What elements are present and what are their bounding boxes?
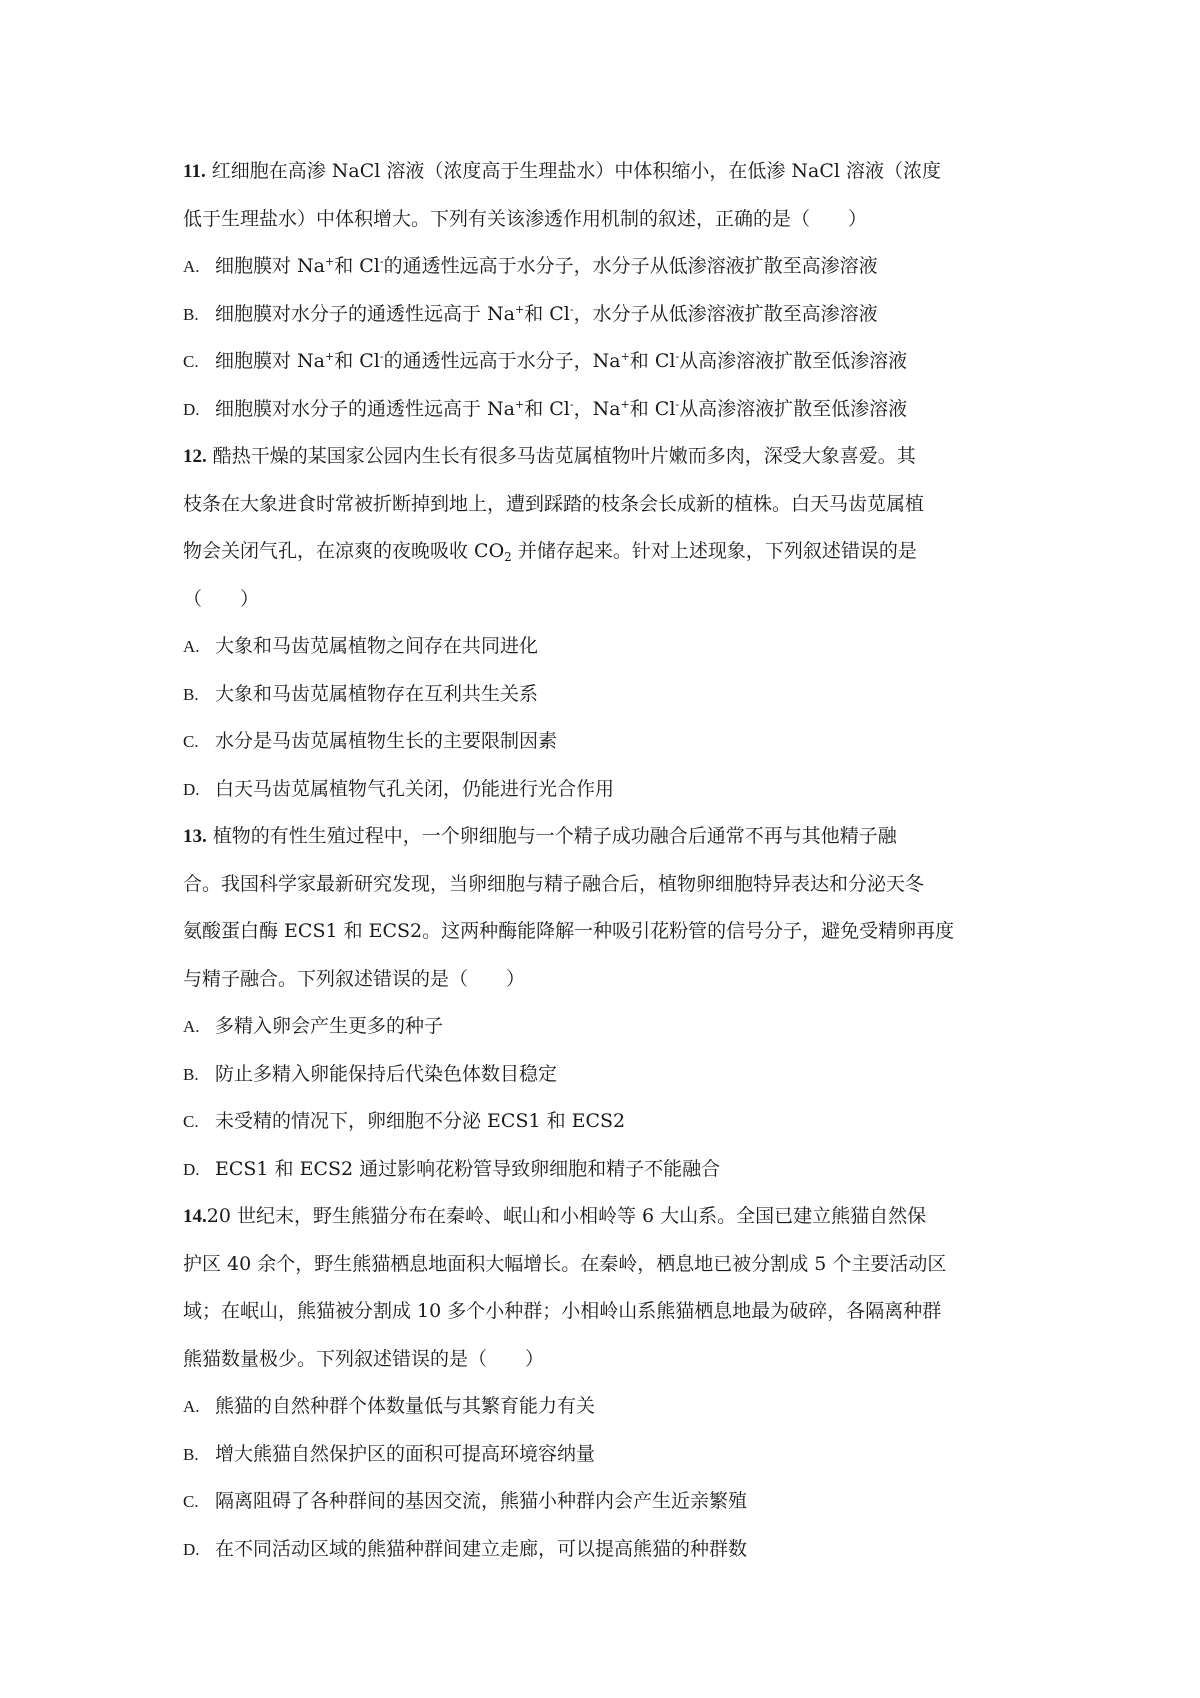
option-a <box>183 1383 1033 1431</box>
option-letter: B. <box>183 304 199 324</box>
superscript: + <box>620 397 630 411</box>
superscript: + <box>325 255 335 268</box>
option-b <box>183 1431 1033 1479</box>
option-d <box>183 766 1033 814</box>
superscript: - <box>675 397 680 411</box>
question-12 <box>183 433 1033 813</box>
superscript: - <box>569 302 574 316</box>
option-letter: C. <box>183 352 199 371</box>
option-letter: C. <box>183 1492 199 1511</box>
superscript: - <box>379 350 384 363</box>
option-c <box>183 338 1033 386</box>
option-text: 增大熊猫自然保护区的面积可提高环境容纳量 <box>215 1442 596 1465</box>
question-number: 14. <box>183 1206 207 1227</box>
stem-line: 与精子融合。下列叙述错误的是（ ） <box>183 967 526 990</box>
question-14 <box>183 1193 1033 1573</box>
option-text: 在不同活动区域的熊猫种群间建立走廊，可以提高熊猫的种群数 <box>215 1537 748 1560</box>
option-c <box>183 1478 1033 1526</box>
option-text <box>215 398 907 420</box>
option-letter: A. <box>183 637 200 656</box>
option-a <box>183 623 1033 671</box>
stem-line: 合。我国科学家最新研究发现，当卵细胞与精子融合后，植物卵细胞特异表达和分泌天冬 <box>183 872 925 895</box>
option-text-part: 的通透性远高于水分子，水分子从低渗溶液扩散至高渗溶液 <box>383 255 878 277</box>
stem-line: 低于生理盐水）中体积增大。下列有关该渗透作用机制的叙述，正确的是（ ） <box>183 207 868 230</box>
option-text: 防止多精入卵能保持后代染色体数目稳定 <box>215 1062 558 1085</box>
option-letter: B. <box>183 1444 199 1464</box>
stem-line: 枝条在大象进食时常被折断掉到地上，遭到踩踏的枝条会长成新的植株。白天马齿苋属植 <box>183 492 925 515</box>
stem-line: 护区 40 余个，野生熊猫栖息地面积大幅增长。在秦岭，栖息地已被分割成 5 个主要活动区 <box>183 1252 947 1275</box>
option-text: 大象和马齿苋属植物之间存在共同进化 <box>215 635 539 657</box>
option-text-part: 和 Cl <box>334 350 380 372</box>
option-letter: D. <box>183 399 200 419</box>
option-text: ECS1 和 ECS2 通过影响花粉管导致卵细胞和精子不能融合 <box>215 1157 721 1180</box>
option-a <box>183 243 1033 291</box>
option-text-part: 细胞膜对 Na <box>215 350 325 372</box>
stem-line: 红细胞在高渗 NaCl 溶液（浓度高于生理盐水）中体积缩小，在低渗 NaCl 溶液（浓度 <box>211 160 942 182</box>
option-text-part: ，Na <box>573 397 621 420</box>
option-c <box>183 718 1033 766</box>
option-text <box>215 255 878 277</box>
question-stem <box>183 1193 1033 1383</box>
superscript: - <box>379 255 384 268</box>
option-text-part: 和 Cl <box>524 397 570 420</box>
option-a <box>183 1003 1033 1051</box>
option-text-part: 从高渗溶液扩散至低渗溶液 <box>679 397 908 420</box>
option-b <box>183 671 1033 719</box>
stem-line: 并储存起来。针对上述现象，下列叙述错误的是 <box>511 540 917 562</box>
option-d <box>183 1526 1033 1574</box>
option-text-part: 和 Cl <box>524 302 570 325</box>
option-text-part: 从高渗溶液扩散至低渗溶液 <box>679 350 908 372</box>
stem-line: （ ） <box>183 587 260 610</box>
superscript: + <box>515 397 525 411</box>
question-number: 12. <box>183 446 207 467</box>
stem-line: 物会关闭气孔，在凉爽的夜晚吸收 CO <box>183 540 505 562</box>
option-letter: A. <box>183 1397 200 1416</box>
option-text: 白天马齿苋属植物气孔关闭，仍能进行光合作用 <box>215 777 615 800</box>
option-text-part: 的通透性远高于水分子，Na <box>383 350 621 372</box>
option-letter: D. <box>183 779 200 799</box>
option-text-part: 和 Cl <box>629 350 676 372</box>
stem-line: 酷热干燥的某国家公园内生长有很多马齿苋属植物叶片嫩而多肉，深受大象喜爱。其 <box>212 445 916 467</box>
question-stem <box>183 148 1033 243</box>
superscript: + <box>325 350 335 363</box>
option-c <box>183 1098 1033 1146</box>
superscript: + <box>515 302 525 316</box>
option-text: 水分是马齿苋属植物生长的主要限制因素 <box>215 730 558 752</box>
option-d <box>183 1146 1033 1194</box>
option-text: 多精入卵会产生更多的种子 <box>215 1015 444 1037</box>
superscript: + <box>620 350 630 363</box>
subscript: 2 <box>504 550 512 564</box>
superscript: - <box>569 397 574 411</box>
option-letter: B. <box>183 684 199 704</box>
option-text: 未受精的情况下，卵细胞不分泌 ECS1 和 ECS2 <box>215 1110 626 1132</box>
stem-line: 域；在岷山，熊猫被分割成 10 多个小种群；小相岭山系熊猫栖息地最为破碎，各隔离种群 <box>183 1300 942 1322</box>
option-letter: D. <box>183 1539 200 1559</box>
option-letter: B. <box>183 1064 199 1084</box>
option-b <box>183 291 1033 339</box>
option-text: 隔离阻碍了各种群间的基因交流，熊猫小种群内会产生近亲繁殖 <box>215 1490 748 1512</box>
exam-content <box>183 148 1033 1573</box>
option-letter: D. <box>183 1159 200 1179</box>
option-letter: C. <box>183 732 199 751</box>
option-text <box>215 303 878 325</box>
option-text-part: ，水分子从低渗溶液扩散至高渗溶液 <box>573 302 878 325</box>
option-d <box>183 386 1033 434</box>
option-text: 大象和马齿苋属植物存在互利共生关系 <box>215 682 539 705</box>
option-letter: C. <box>183 1112 199 1131</box>
option-text-part: 细胞膜对水分子的通透性远高于 Na <box>215 397 515 420</box>
stem-line: 氨酸蛋白酶 ECS1 和 ECS2。这两种酶能降解一种吸引花粉管的信号分子，避免受精卵再度 <box>183 920 955 942</box>
option-text-part: 细胞膜对 Na <box>215 255 325 277</box>
question-number: 11. <box>183 161 206 182</box>
stem-line: 熊猫数量极少。下列叙述错误的是（ ） <box>183 1347 545 1370</box>
question-number: 13. <box>183 826 207 847</box>
stem-line: 20 世纪末，野生熊猫分布在秦岭、岷山和小相岭等 6 大山系。全国已建立熊猫自然保 <box>206 1205 927 1227</box>
option-b <box>183 1051 1033 1099</box>
question-13 <box>183 813 1033 1193</box>
question-stem <box>183 813 1033 1003</box>
option-text-part: 和 Cl <box>334 255 380 277</box>
option-text: 熊猫的自然种群个体数量低与其繁育能力有关 <box>215 1395 596 1417</box>
option-letter: A. <box>183 1017 200 1036</box>
option-text-part: 和 Cl <box>629 397 676 420</box>
option-text <box>215 350 907 372</box>
superscript: - <box>675 350 680 363</box>
option-text-part: 细胞膜对水分子的通透性远高于 Na <box>215 302 515 325</box>
question-11 <box>183 148 1033 433</box>
option-letter: A. <box>183 257 200 276</box>
stem-line: 植物的有性生殖过程中，一个卵细胞与一个精子成功融合后通常不再与其他精子融 <box>212 825 897 847</box>
question-stem <box>183 433 1033 623</box>
